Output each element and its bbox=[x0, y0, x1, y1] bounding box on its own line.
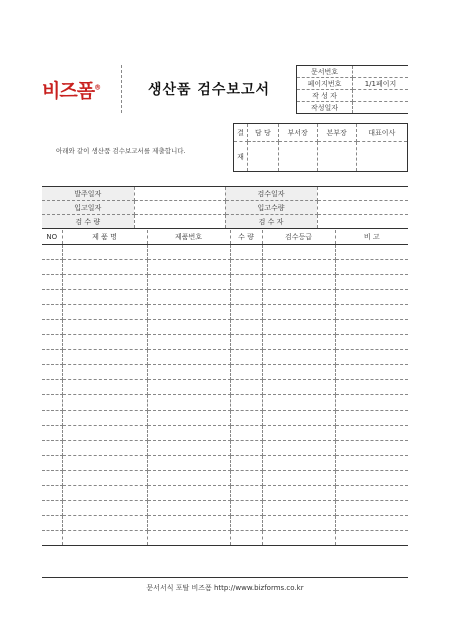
table-cell[interactable] bbox=[62, 380, 147, 395]
table-cell[interactable] bbox=[42, 531, 62, 546]
table-row bbox=[42, 274, 408, 289]
table-row bbox=[42, 289, 408, 304]
table-cell[interactable] bbox=[262, 274, 335, 289]
meta-value[interactable] bbox=[353, 66, 409, 78]
column-header: 수 량 bbox=[230, 230, 262, 244]
table-cell[interactable] bbox=[230, 531, 262, 546]
table-cell[interactable] bbox=[62, 486, 147, 501]
table-cell[interactable] bbox=[147, 531, 230, 546]
table-cell[interactable] bbox=[262, 395, 335, 410]
table-cell[interactable] bbox=[230, 289, 262, 304]
signature-cell[interactable] bbox=[317, 142, 356, 172]
table-cell[interactable] bbox=[262, 259, 335, 274]
table-cell[interactable] bbox=[42, 486, 62, 501]
table-cell[interactable] bbox=[62, 531, 147, 546]
table-cell[interactable] bbox=[335, 380, 408, 395]
signature-cell[interactable] bbox=[248, 142, 279, 172]
info-value[interactable] bbox=[317, 187, 408, 201]
table-cell[interactable] bbox=[335, 516, 408, 531]
table-cell[interactable] bbox=[335, 289, 408, 304]
info-label: 입고일자 bbox=[42, 201, 134, 215]
table-cell[interactable] bbox=[62, 350, 147, 365]
table-cell[interactable] bbox=[262, 244, 335, 259]
table-row bbox=[42, 395, 408, 410]
meta-label: 작성일자 bbox=[297, 102, 353, 114]
table-cell[interactable] bbox=[147, 304, 230, 319]
table-cell[interactable] bbox=[147, 395, 230, 410]
approval-role: 대표이사 bbox=[356, 124, 407, 142]
table-cell[interactable] bbox=[62, 335, 147, 350]
table-cell[interactable] bbox=[335, 395, 408, 410]
table-cell[interactable] bbox=[62, 395, 147, 410]
column-header: 제 품 명 bbox=[62, 230, 147, 244]
info-value[interactable] bbox=[134, 215, 225, 229]
table-cell[interactable] bbox=[230, 440, 262, 455]
table-cell[interactable] bbox=[230, 516, 262, 531]
table-cell[interactable] bbox=[335, 531, 408, 546]
table-cell[interactable] bbox=[147, 440, 230, 455]
table-row bbox=[42, 425, 408, 440]
info-label: 검 수 자 bbox=[225, 215, 317, 229]
table-cell[interactable] bbox=[147, 319, 230, 334]
table-cell[interactable] bbox=[262, 304, 335, 319]
table-cell[interactable] bbox=[62, 410, 147, 425]
table-cell[interactable] bbox=[262, 516, 335, 531]
table-cell[interactable] bbox=[335, 304, 408, 319]
table-row bbox=[42, 244, 408, 259]
table-cell[interactable] bbox=[62, 516, 147, 531]
table-cell[interactable] bbox=[147, 350, 230, 365]
table-cell[interactable] bbox=[262, 289, 335, 304]
info-label: 발주일자 bbox=[42, 187, 134, 201]
table-cell[interactable] bbox=[42, 395, 62, 410]
table-cell[interactable] bbox=[62, 440, 147, 455]
table-cell[interactable] bbox=[262, 486, 335, 501]
table-cell[interactable] bbox=[335, 244, 408, 259]
table-cell[interactable] bbox=[42, 289, 62, 304]
table-cell[interactable] bbox=[262, 531, 335, 546]
table-cell[interactable] bbox=[62, 365, 147, 380]
info-value[interactable] bbox=[317, 215, 408, 229]
info-value[interactable] bbox=[134, 201, 225, 215]
table-cell[interactable] bbox=[262, 440, 335, 455]
table-cell[interactable] bbox=[335, 259, 408, 274]
table-cell[interactable] bbox=[42, 304, 62, 319]
table-cell[interactable] bbox=[335, 470, 408, 485]
info-label: 입고수량 bbox=[225, 201, 317, 215]
table-cell[interactable] bbox=[335, 274, 408, 289]
document-meta-table bbox=[296, 65, 408, 114]
table-cell[interactable] bbox=[147, 244, 230, 259]
table-cell[interactable] bbox=[147, 425, 230, 440]
table-cell[interactable] bbox=[262, 425, 335, 440]
table-cell[interactable] bbox=[147, 289, 230, 304]
table-cell[interactable] bbox=[42, 516, 62, 531]
table-cell[interactable] bbox=[262, 319, 335, 334]
table-cell[interactable] bbox=[230, 350, 262, 365]
table-cell[interactable] bbox=[147, 274, 230, 289]
table-row bbox=[42, 380, 408, 395]
table-row bbox=[42, 335, 408, 350]
table-cell[interactable] bbox=[147, 486, 230, 501]
table-cell[interactable] bbox=[42, 470, 62, 485]
meta-label: 페이지번호 bbox=[297, 78, 353, 90]
table-cell[interactable] bbox=[230, 410, 262, 425]
approval-role: 담 당 bbox=[248, 124, 279, 142]
table-cell[interactable] bbox=[335, 486, 408, 501]
table-row bbox=[42, 304, 408, 319]
table-cell[interactable] bbox=[42, 410, 62, 425]
table-cell[interactable] bbox=[62, 455, 147, 470]
table-cell[interactable] bbox=[230, 455, 262, 470]
table-row bbox=[42, 259, 408, 274]
signature-cell[interactable] bbox=[356, 142, 407, 172]
table-row bbox=[42, 501, 408, 516]
column-header: 제품번호 bbox=[147, 230, 230, 244]
table-cell[interactable] bbox=[62, 501, 147, 516]
table-row bbox=[42, 531, 408, 546]
table-cell[interactable] bbox=[147, 516, 230, 531]
logo-box bbox=[42, 65, 122, 113]
table-cell[interactable] bbox=[335, 335, 408, 350]
table-row bbox=[42, 410, 408, 425]
column-header: NO bbox=[42, 230, 62, 244]
table-cell[interactable] bbox=[335, 410, 408, 425]
table-cell[interactable] bbox=[147, 365, 230, 380]
table-cell[interactable] bbox=[230, 244, 262, 259]
table-cell[interactable] bbox=[147, 259, 230, 274]
inspection-info-table bbox=[42, 186, 408, 229]
approval-role: 본부장 bbox=[317, 124, 356, 142]
table-cell[interactable] bbox=[335, 365, 408, 380]
info-value[interactable] bbox=[317, 201, 408, 215]
table-cell[interactable] bbox=[230, 486, 262, 501]
table-cell[interactable] bbox=[62, 259, 147, 274]
table-cell[interactable] bbox=[335, 501, 408, 516]
table-row bbox=[42, 470, 408, 485]
table-cell[interactable] bbox=[147, 501, 230, 516]
signature-cell[interactable] bbox=[278, 142, 317, 172]
column-header: 검수등급 bbox=[262, 230, 335, 244]
table-cell[interactable] bbox=[147, 470, 230, 485]
table-row bbox=[42, 455, 408, 470]
table-cell[interactable] bbox=[147, 455, 230, 470]
meta-label: 작 성 자 bbox=[297, 90, 353, 102]
table-cell[interactable] bbox=[230, 335, 262, 350]
table-cell[interactable] bbox=[62, 470, 147, 485]
column-header: 비 고 bbox=[335, 230, 408, 244]
info-label: 검 수 량 bbox=[42, 215, 134, 229]
table-cell[interactable] bbox=[42, 455, 62, 470]
table-cell[interactable] bbox=[262, 410, 335, 425]
approval-role: 부서장 bbox=[278, 124, 317, 142]
table-cell[interactable] bbox=[262, 335, 335, 350]
table-cell[interactable] bbox=[262, 380, 335, 395]
table-cell[interactable] bbox=[42, 259, 62, 274]
table-cell[interactable] bbox=[62, 274, 147, 289]
table-cell[interactable] bbox=[42, 335, 62, 350]
table-cell[interactable] bbox=[262, 365, 335, 380]
footer-divider bbox=[42, 577, 408, 578]
table-cell[interactable] bbox=[262, 455, 335, 470]
table-cell[interactable] bbox=[42, 440, 62, 455]
meta-value[interactable] bbox=[353, 90, 409, 102]
table-cell[interactable] bbox=[42, 319, 62, 334]
approval-table bbox=[233, 123, 408, 172]
table-cell[interactable] bbox=[335, 455, 408, 470]
table-cell[interactable] bbox=[262, 470, 335, 485]
table-cell[interactable] bbox=[230, 425, 262, 440]
intro-text: 아래와 같이 생산품 검수보고서를 제출합니다. bbox=[56, 147, 186, 155]
table-cell[interactable] bbox=[230, 274, 262, 289]
table-cell[interactable] bbox=[42, 501, 62, 516]
table-row bbox=[42, 319, 408, 334]
document-title: 생산품 검수보고서 bbox=[147, 82, 271, 98]
info-value[interactable] bbox=[134, 187, 225, 201]
meta-label: 문서번호 bbox=[297, 66, 353, 78]
table-cell[interactable] bbox=[335, 425, 408, 440]
table-cell[interactable] bbox=[42, 274, 62, 289]
items-table-body bbox=[42, 244, 408, 546]
table-cell[interactable] bbox=[335, 440, 408, 455]
table-cell[interactable] bbox=[335, 350, 408, 365]
table-cell[interactable] bbox=[42, 380, 62, 395]
table-cell[interactable] bbox=[62, 319, 147, 334]
table-row bbox=[42, 516, 408, 531]
items-table bbox=[42, 230, 408, 546]
table-cell[interactable] bbox=[62, 289, 147, 304]
table-cell[interactable] bbox=[62, 244, 147, 259]
table-cell[interactable] bbox=[42, 350, 62, 365]
meta-value[interactable] bbox=[353, 102, 409, 114]
footer-text: 문서서식 포탈 비즈폼 http://www.bizforms.co.kr bbox=[146, 584, 304, 592]
table-cell[interactable] bbox=[335, 319, 408, 334]
approval-side-label: 재 bbox=[234, 142, 248, 172]
table-cell[interactable] bbox=[62, 304, 147, 319]
table-cell[interactable] bbox=[230, 501, 262, 516]
table-cell[interactable] bbox=[42, 244, 62, 259]
table-cell[interactable] bbox=[230, 365, 262, 380]
table-cell[interactable] bbox=[147, 335, 230, 350]
info-label: 검수일자 bbox=[225, 187, 317, 201]
bizforms-logo: 비즈폼® bbox=[42, 79, 101, 102]
table-row bbox=[42, 486, 408, 501]
table-row bbox=[42, 365, 408, 380]
table-cell[interactable] bbox=[230, 319, 262, 334]
table-cell[interactable] bbox=[262, 350, 335, 365]
table-cell[interactable] bbox=[230, 304, 262, 319]
table-cell[interactable] bbox=[230, 380, 262, 395]
table-cell[interactable] bbox=[147, 380, 230, 395]
table-cell[interactable] bbox=[230, 470, 262, 485]
table-cell[interactable] bbox=[42, 365, 62, 380]
table-cell[interactable] bbox=[230, 395, 262, 410]
table-cell[interactable] bbox=[62, 425, 147, 440]
table-cell[interactable] bbox=[42, 425, 62, 440]
meta-value[interactable]: 1/1페이지 bbox=[353, 78, 409, 90]
table-row bbox=[42, 440, 408, 455]
table-cell[interactable] bbox=[262, 501, 335, 516]
approval-side-label: 결 bbox=[234, 124, 248, 142]
table-cell[interactable] bbox=[230, 259, 262, 274]
table-cell[interactable] bbox=[147, 410, 230, 425]
table-row bbox=[42, 350, 408, 365]
